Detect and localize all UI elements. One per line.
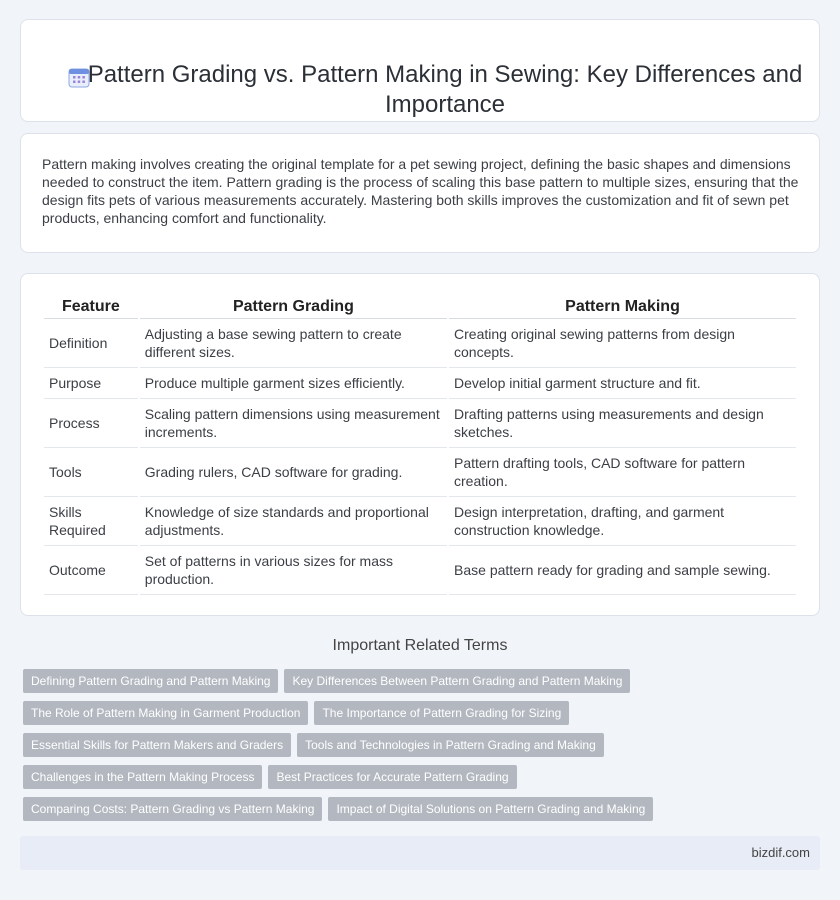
title-card [20,19,820,122]
related-term-tag[interactable]: Tools and Technologies in Pattern Grading and Making [297,733,604,757]
row-making: Drafting patterns using measurements and design sketches. [449,399,796,448]
table-row [44,399,796,448]
related-term-tag[interactable]: Impact of Digital Solutions on Pattern Grading and Making [328,797,653,821]
row-grading: Adjusting a base sewing pattern to create different sizes. [140,319,447,368]
row-grading: Grading rulers, CAD software for grading. [140,448,447,497]
table-row [44,546,796,595]
tag-row [23,797,813,821]
row-feature: Definition [44,319,138,368]
related-term-tag[interactable]: Challenges in the Pattern Making Process [23,765,262,789]
comparison-table [42,296,798,595]
row-making: Creating original sewing patterns from design concepts. [449,319,796,368]
related-term-tag[interactable]: The Role of Pattern Making in Garment Production [23,701,308,725]
related-term-tag[interactable]: Key Differences Between Pattern Grading and Pattern Making [284,669,630,693]
comparison-card [20,273,820,616]
row-feature: Skills Required [44,497,138,546]
row-making: Develop initial garment structure and fit. [449,368,796,399]
table-row [44,368,796,399]
row-grading: Set of patterns in various sizes for mass production. [140,546,447,595]
table-row [44,448,796,497]
header-pattern-making: Pattern Making [449,296,796,319]
related-term-tag[interactable]: The Importance of Pattern Grading for Sizing [314,701,569,725]
row-feature: Outcome [44,546,138,595]
tag-row [23,733,813,757]
intro-text: Pattern making involves creating the original template for a pet sewing project, defining the basic shapes and dimensions needed to construct the item. Pattern grading is the process of scaling this base pattern to multiple sizes, ensuring that the design fits pets of various measurements accurately. Mastering both skills improves the customization and fit of sewn pet products, enhancing comfort and functionality. [42,156,799,226]
header-feature: Feature [44,296,138,319]
table-row [44,497,796,546]
row-making: Base pattern ready for grading and sample sewing. [449,546,796,595]
table-row [44,319,796,368]
tag-row [23,669,813,693]
related-term-tag[interactable]: Essential Skills for Pattern Makers and Graders [23,733,291,757]
tag-row [23,701,813,725]
row-making: Pattern drafting tools, CAD software for pattern creation. [449,448,796,497]
row-grading: Knowledge of size standards and proportional adjustments. [140,497,447,546]
header-pattern-grading: Pattern Grading [140,296,447,319]
intro-card [20,133,820,253]
row-grading: Produce multiple garment sizes efficiently. [140,368,447,399]
table-header-row [44,296,796,319]
footer-site-link[interactable]: bizdif.com [751,845,810,860]
tag-row [23,765,813,789]
related-term-tag[interactable]: Comparing Costs: Pattern Grading vs Pattern Making [23,797,322,821]
footer [20,836,820,870]
row-feature: Process [44,399,138,448]
page-title: Pattern Grading vs. Pattern Making in Sewing: Key Differences and Importance [87,61,803,118]
related-term-tag[interactable]: Defining Pattern Grading and Pattern Making [23,669,278,693]
row-feature: Purpose [44,368,138,399]
row-feature: Tools [44,448,138,497]
row-grading: Scaling pattern dimensions using measurement increments. [140,399,447,448]
related-term-tag[interactable]: Best Practices for Accurate Pattern Grading [268,765,516,789]
related-terms-title: Important Related Terms [332,637,508,654]
row-making: Design interpretation, drafting, and garment construction knowledge. [449,497,796,546]
related-terms-list [23,669,813,829]
